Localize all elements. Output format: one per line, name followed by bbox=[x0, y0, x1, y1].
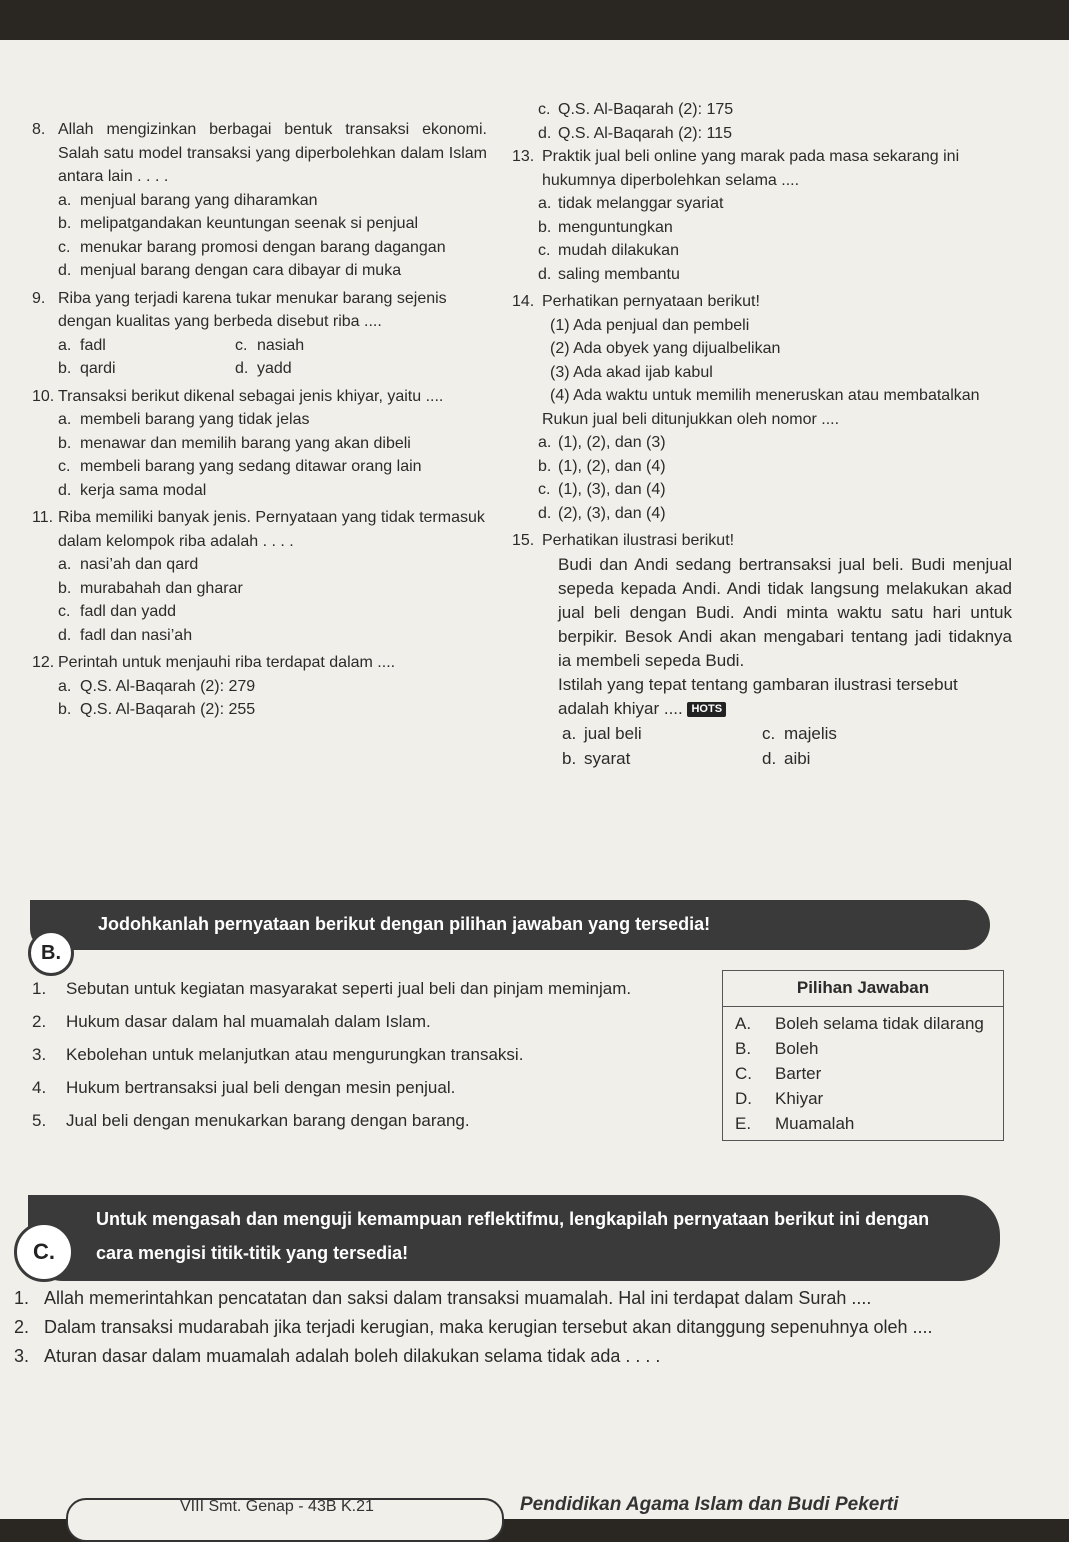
option-letter: b. bbox=[58, 701, 72, 718]
option bbox=[32, 600, 487, 624]
section-b-title: Jodohkanlah pernyataan berikut dengan pilihan jawaban yang tersedia! bbox=[98, 914, 711, 934]
illustration-paragraph: Budi dan Andi sedang bertransaksi jual beli. Budi menjual sepeda kepada Andi. Andi tidak langsung melakukan akad jual beli dengan Budi. Andi minta waktu satu hari untuk berpikir. Besok Andi akan mengabari tentang jadi tidaknya ia membeli sepeda Budi. bbox=[558, 554, 1012, 670]
option-letter: b. bbox=[58, 360, 72, 377]
statement: (4) Ada waktu untuk memilih meneruskan atau membatalkan bbox=[550, 387, 980, 404]
page-footer bbox=[30, 1492, 1030, 1519]
option-letter: b. bbox=[538, 457, 552, 475]
option-letter: c. bbox=[58, 238, 71, 256]
statement-list bbox=[512, 314, 1012, 408]
section-c-banner bbox=[28, 1195, 1000, 1281]
question-number: 13. bbox=[512, 148, 535, 165]
answer-choices-table bbox=[722, 970, 1004, 1141]
hots-badge: HOTS bbox=[687, 702, 726, 717]
question-13 bbox=[512, 145, 1012, 192]
option-letter: c. bbox=[58, 458, 71, 475]
statement: (2) Ada obyek yang dijualbelikan bbox=[550, 340, 781, 357]
option bbox=[762, 721, 939, 746]
choice-text: Khiyar bbox=[775, 1089, 824, 1108]
choice-text: Barter bbox=[775, 1064, 822, 1083]
table-row bbox=[723, 1061, 1003, 1086]
option-letter: a. bbox=[58, 336, 72, 354]
option-text: membeli barang yang tidak jelas bbox=[80, 411, 310, 428]
question-text: Praktik jual beli online yang marak pada masa sekarang ini hukumnya diperbolehkan selama .... bbox=[542, 148, 960, 189]
question-prompt: Rukun jual beli ditunjukkan oleh nomor .... bbox=[542, 410, 840, 428]
section-letter: C. bbox=[33, 1239, 55, 1264]
option-letter: a. bbox=[562, 723, 577, 743]
option bbox=[512, 478, 1012, 502]
item-number: 5. bbox=[32, 1111, 47, 1130]
option-text: fadl dan yadd bbox=[80, 603, 177, 620]
options-grid bbox=[32, 334, 487, 358]
option-letter: d. bbox=[58, 626, 72, 644]
option-letter: c. bbox=[538, 242, 551, 259]
option bbox=[32, 236, 487, 260]
option bbox=[512, 502, 1012, 526]
option-letter: d. bbox=[538, 124, 552, 142]
item-text: Kebolehan untuk melanjutkan atau mengurungkan transaksi. bbox=[66, 1045, 524, 1064]
option bbox=[562, 746, 762, 771]
option-text: Q.S. Al-Baqarah (2): 255 bbox=[80, 701, 256, 718]
question-11 bbox=[32, 506, 487, 553]
option bbox=[512, 216, 1012, 240]
list-item bbox=[32, 976, 712, 1001]
item-text: Sebutan untuk kegiatan masyarakat seperti jual beli dan pinjam meminjam. bbox=[66, 979, 632, 998]
question-text: Riba memiliki banyak jenis. Pernyataan yang tidak termasuk dalam kelompok riba adalah . . . . bbox=[58, 509, 485, 550]
option bbox=[512, 263, 1012, 287]
section-c-title-line-1: Untuk mengasah dan menguji kemampuan reflektifmu, lengkapilah pernyataan berikut ini dengan bbox=[96, 1209, 930, 1229]
question-number: 14. bbox=[512, 293, 535, 310]
option bbox=[32, 432, 487, 456]
table-row bbox=[723, 1036, 1003, 1061]
option bbox=[235, 357, 412, 381]
list-item bbox=[14, 1284, 1024, 1313]
item-number: 1. bbox=[14, 1288, 30, 1308]
option bbox=[235, 334, 412, 358]
choice-letter: A. bbox=[735, 1014, 752, 1033]
question-number: 12. bbox=[32, 654, 55, 671]
option bbox=[512, 239, 1012, 263]
question-number: 8. bbox=[32, 121, 46, 138]
table-body bbox=[723, 1007, 1003, 1140]
option-letter: b. bbox=[58, 215, 72, 232]
question-text: Transaksi berikut dikenal sebagai jenis khiyar, yaitu .... bbox=[58, 387, 444, 405]
option-text: Q.S. Al-Baqarah (2): 279 bbox=[80, 677, 256, 695]
item-text: Allah memerintahkan pencatatan dan saksi dalam transaksi muamalah. Hal ini terdapat dalam Surah .... bbox=[44, 1288, 872, 1308]
option-text: Q.S. Al-Baqarah (2): 115 bbox=[558, 124, 733, 142]
table-row bbox=[723, 1111, 1003, 1136]
prompt-text: Istilah yang tepat tentang gambaran ilustrasi tersebut adalah khiyar .... bbox=[558, 674, 958, 718]
option bbox=[512, 192, 1012, 216]
option-letter: b. bbox=[562, 748, 577, 768]
section-c-title-line-2: cara mengisi titik-titik yang tersedia! bbox=[96, 1243, 409, 1263]
option-text: kerja sama modal bbox=[80, 481, 207, 499]
option bbox=[58, 334, 235, 358]
option bbox=[32, 212, 487, 236]
option-text: yadd bbox=[257, 360, 292, 377]
option-text: membeli barang yang sedang ditawar orang lain bbox=[80, 458, 422, 475]
option-text: (1), (2), dan (3) bbox=[558, 434, 666, 451]
choice-letter: B. bbox=[735, 1039, 752, 1058]
section-b-items bbox=[32, 976, 712, 1141]
question-text: Perhatikan pernyataan berikut! bbox=[542, 293, 760, 310]
section-b-badge bbox=[28, 930, 74, 976]
option-text: (2), (3), dan (4) bbox=[558, 504, 666, 522]
question-8 bbox=[32, 118, 487, 189]
item-text: Hukum dasar dalam hal muamalah dalam Islam. bbox=[66, 1012, 431, 1031]
item-number: 3. bbox=[14, 1346, 30, 1366]
option-text: menjual barang dengan cara dibayar di muka bbox=[80, 262, 402, 279]
item-text: Hukum bertransaksi jual beli dengan mesin penjual. bbox=[66, 1078, 456, 1097]
option bbox=[512, 431, 1012, 455]
list-item bbox=[32, 1075, 712, 1100]
option-text: mudah dilakukan bbox=[558, 242, 679, 259]
statement: (3) Ada akad ijab kabul bbox=[550, 363, 713, 381]
question-number: 11. bbox=[32, 509, 54, 526]
option-text: nasiah bbox=[257, 336, 305, 354]
list-item bbox=[14, 1342, 1024, 1371]
option-letter: c. bbox=[538, 101, 551, 118]
option-text: murabahah dan gharar bbox=[80, 579, 243, 597]
question-10 bbox=[32, 385, 487, 409]
choice-text: Boleh bbox=[775, 1039, 819, 1058]
footer-code: VIII Smt. Genap - 43B K.21 bbox=[180, 1498, 374, 1515]
list-item bbox=[32, 1108, 712, 1133]
option-letter: b. bbox=[538, 218, 552, 236]
option-text: melipatgandakan keuntungan seenak si penjual bbox=[80, 215, 419, 232]
question-prompt bbox=[512, 673, 1012, 721]
option-letter: a. bbox=[538, 434, 552, 451]
question-12 bbox=[32, 651, 487, 675]
section-letter: B. bbox=[41, 941, 61, 964]
item-number: 4. bbox=[32, 1078, 47, 1097]
question-text: Perhatikan ilustrasi berikut! bbox=[542, 532, 735, 549]
item-number: 2. bbox=[32, 1012, 47, 1031]
options-grid bbox=[512, 746, 1012, 771]
choice-letter: D. bbox=[735, 1089, 752, 1108]
option-letter: a. bbox=[58, 191, 72, 209]
option-letter: c. bbox=[538, 481, 551, 498]
option-text: menjual barang yang diharamkan bbox=[80, 191, 318, 209]
option-text: menukar barang promosi dengan barang dagangan bbox=[80, 238, 446, 256]
option-letter: a. bbox=[58, 556, 72, 573]
option-text: jual beli bbox=[584, 723, 642, 743]
option bbox=[512, 455, 1012, 479]
option-letter: b. bbox=[58, 579, 72, 597]
option-text: saling membantu bbox=[558, 265, 680, 283]
table-header: Pilihan Jawaban bbox=[723, 971, 1003, 1007]
choice-letter: C. bbox=[735, 1064, 752, 1083]
option-letter: b. bbox=[58, 434, 72, 452]
option bbox=[562, 721, 762, 746]
option bbox=[58, 357, 235, 381]
option-letter: d. bbox=[538, 504, 552, 522]
option-text: fadl dan nasi’ah bbox=[80, 626, 193, 644]
option-letter: a. bbox=[58, 677, 72, 695]
choice-letter: E. bbox=[735, 1114, 752, 1133]
option-text: nasi’ah dan qard bbox=[80, 556, 199, 573]
list-item bbox=[32, 1042, 712, 1067]
option bbox=[32, 577, 487, 601]
item-number: 1. bbox=[32, 979, 47, 998]
option-text: (1), (2), dan (4) bbox=[558, 457, 666, 475]
question-14 bbox=[512, 290, 1012, 314]
left-column bbox=[32, 118, 487, 722]
table-row bbox=[723, 1011, 1003, 1036]
options-grid bbox=[32, 357, 487, 381]
question-number: 10. bbox=[32, 387, 55, 405]
option-text: majelis bbox=[784, 723, 837, 743]
question-number: 9. bbox=[32, 289, 46, 307]
option-text: (1), (3), dan (4) bbox=[558, 481, 666, 498]
option-letter: a. bbox=[58, 411, 72, 428]
option-letter: d. bbox=[58, 481, 72, 499]
footer-title: Pendidikan Agama Islam dan Budi Pekerti bbox=[520, 1494, 899, 1515]
option bbox=[32, 698, 487, 722]
option-letter: d. bbox=[538, 265, 552, 283]
statement: (1) Ada penjual dan pembeli bbox=[550, 316, 750, 334]
option-letter: d. bbox=[58, 262, 72, 279]
option-letter: c. bbox=[762, 723, 776, 743]
section-b-banner bbox=[30, 900, 990, 950]
question-text: Riba yang terjadi karena tukar menukar barang sejenis dengan kualitas yang berbeda disebut riba .... bbox=[58, 289, 447, 330]
option-text: menawar dan memilih barang yang akan dibeli bbox=[80, 434, 411, 452]
option bbox=[762, 746, 939, 771]
option-text: tidak melanggar syariat bbox=[558, 195, 724, 212]
question-9 bbox=[32, 287, 487, 334]
option-letter: c. bbox=[235, 336, 248, 354]
option bbox=[32, 479, 487, 503]
option bbox=[32, 189, 487, 213]
option-text: aibi bbox=[784, 748, 811, 768]
question-text: Allah mengizinkan berbagai bentuk transaksi ekonomi. Salah satu model transaksi yang diperbolehkan dalam Islam antara lain . . . . bbox=[58, 121, 487, 185]
option-letter: d. bbox=[762, 748, 777, 768]
question-15 bbox=[512, 529, 1012, 553]
choice-text: Muamalah bbox=[775, 1114, 855, 1133]
option-letter: a. bbox=[538, 195, 552, 212]
table-row bbox=[723, 1086, 1003, 1111]
item-text: Dalam transaksi mudarabah jika terjadi kerugian, maka kerugian tersebut akan ditanggung sepenuhnya oleh .... bbox=[44, 1317, 933, 1337]
option-text: syarat bbox=[584, 748, 631, 768]
option bbox=[32, 455, 487, 479]
choice-text: Boleh selama tidak dilarang bbox=[775, 1014, 984, 1033]
option-letter: d. bbox=[235, 360, 249, 377]
right-column bbox=[512, 98, 1012, 771]
item-text: Jual beli dengan menukarkan barang dengan barang. bbox=[66, 1111, 470, 1130]
option bbox=[32, 408, 487, 432]
option-text: fadl bbox=[80, 336, 106, 354]
item-number: 2. bbox=[14, 1317, 30, 1337]
list-item bbox=[32, 1009, 712, 1034]
option bbox=[32, 259, 487, 283]
section-c-badge bbox=[14, 1222, 74, 1282]
option-text: qardi bbox=[80, 360, 116, 377]
section-c-items bbox=[14, 1284, 1024, 1371]
option-text: Q.S. Al-Baqarah (2): 175 bbox=[558, 101, 734, 118]
option bbox=[512, 122, 1012, 146]
question-text: Perintah untuk menjauhi riba terdapat dalam .... bbox=[58, 654, 396, 671]
question-number: 15. bbox=[512, 532, 535, 549]
option bbox=[32, 624, 487, 648]
option-letter: c. bbox=[58, 603, 71, 620]
list-item bbox=[14, 1313, 1024, 1342]
option bbox=[512, 98, 1012, 122]
option bbox=[32, 675, 487, 699]
item-text: Aturan dasar dalam muamalah adalah boleh dilakukan selama tidak ada . . . . bbox=[44, 1346, 661, 1366]
option bbox=[32, 553, 487, 577]
option-text: menguntungkan bbox=[558, 218, 673, 236]
item-number: 3. bbox=[32, 1045, 47, 1064]
options-grid bbox=[512, 721, 1012, 746]
